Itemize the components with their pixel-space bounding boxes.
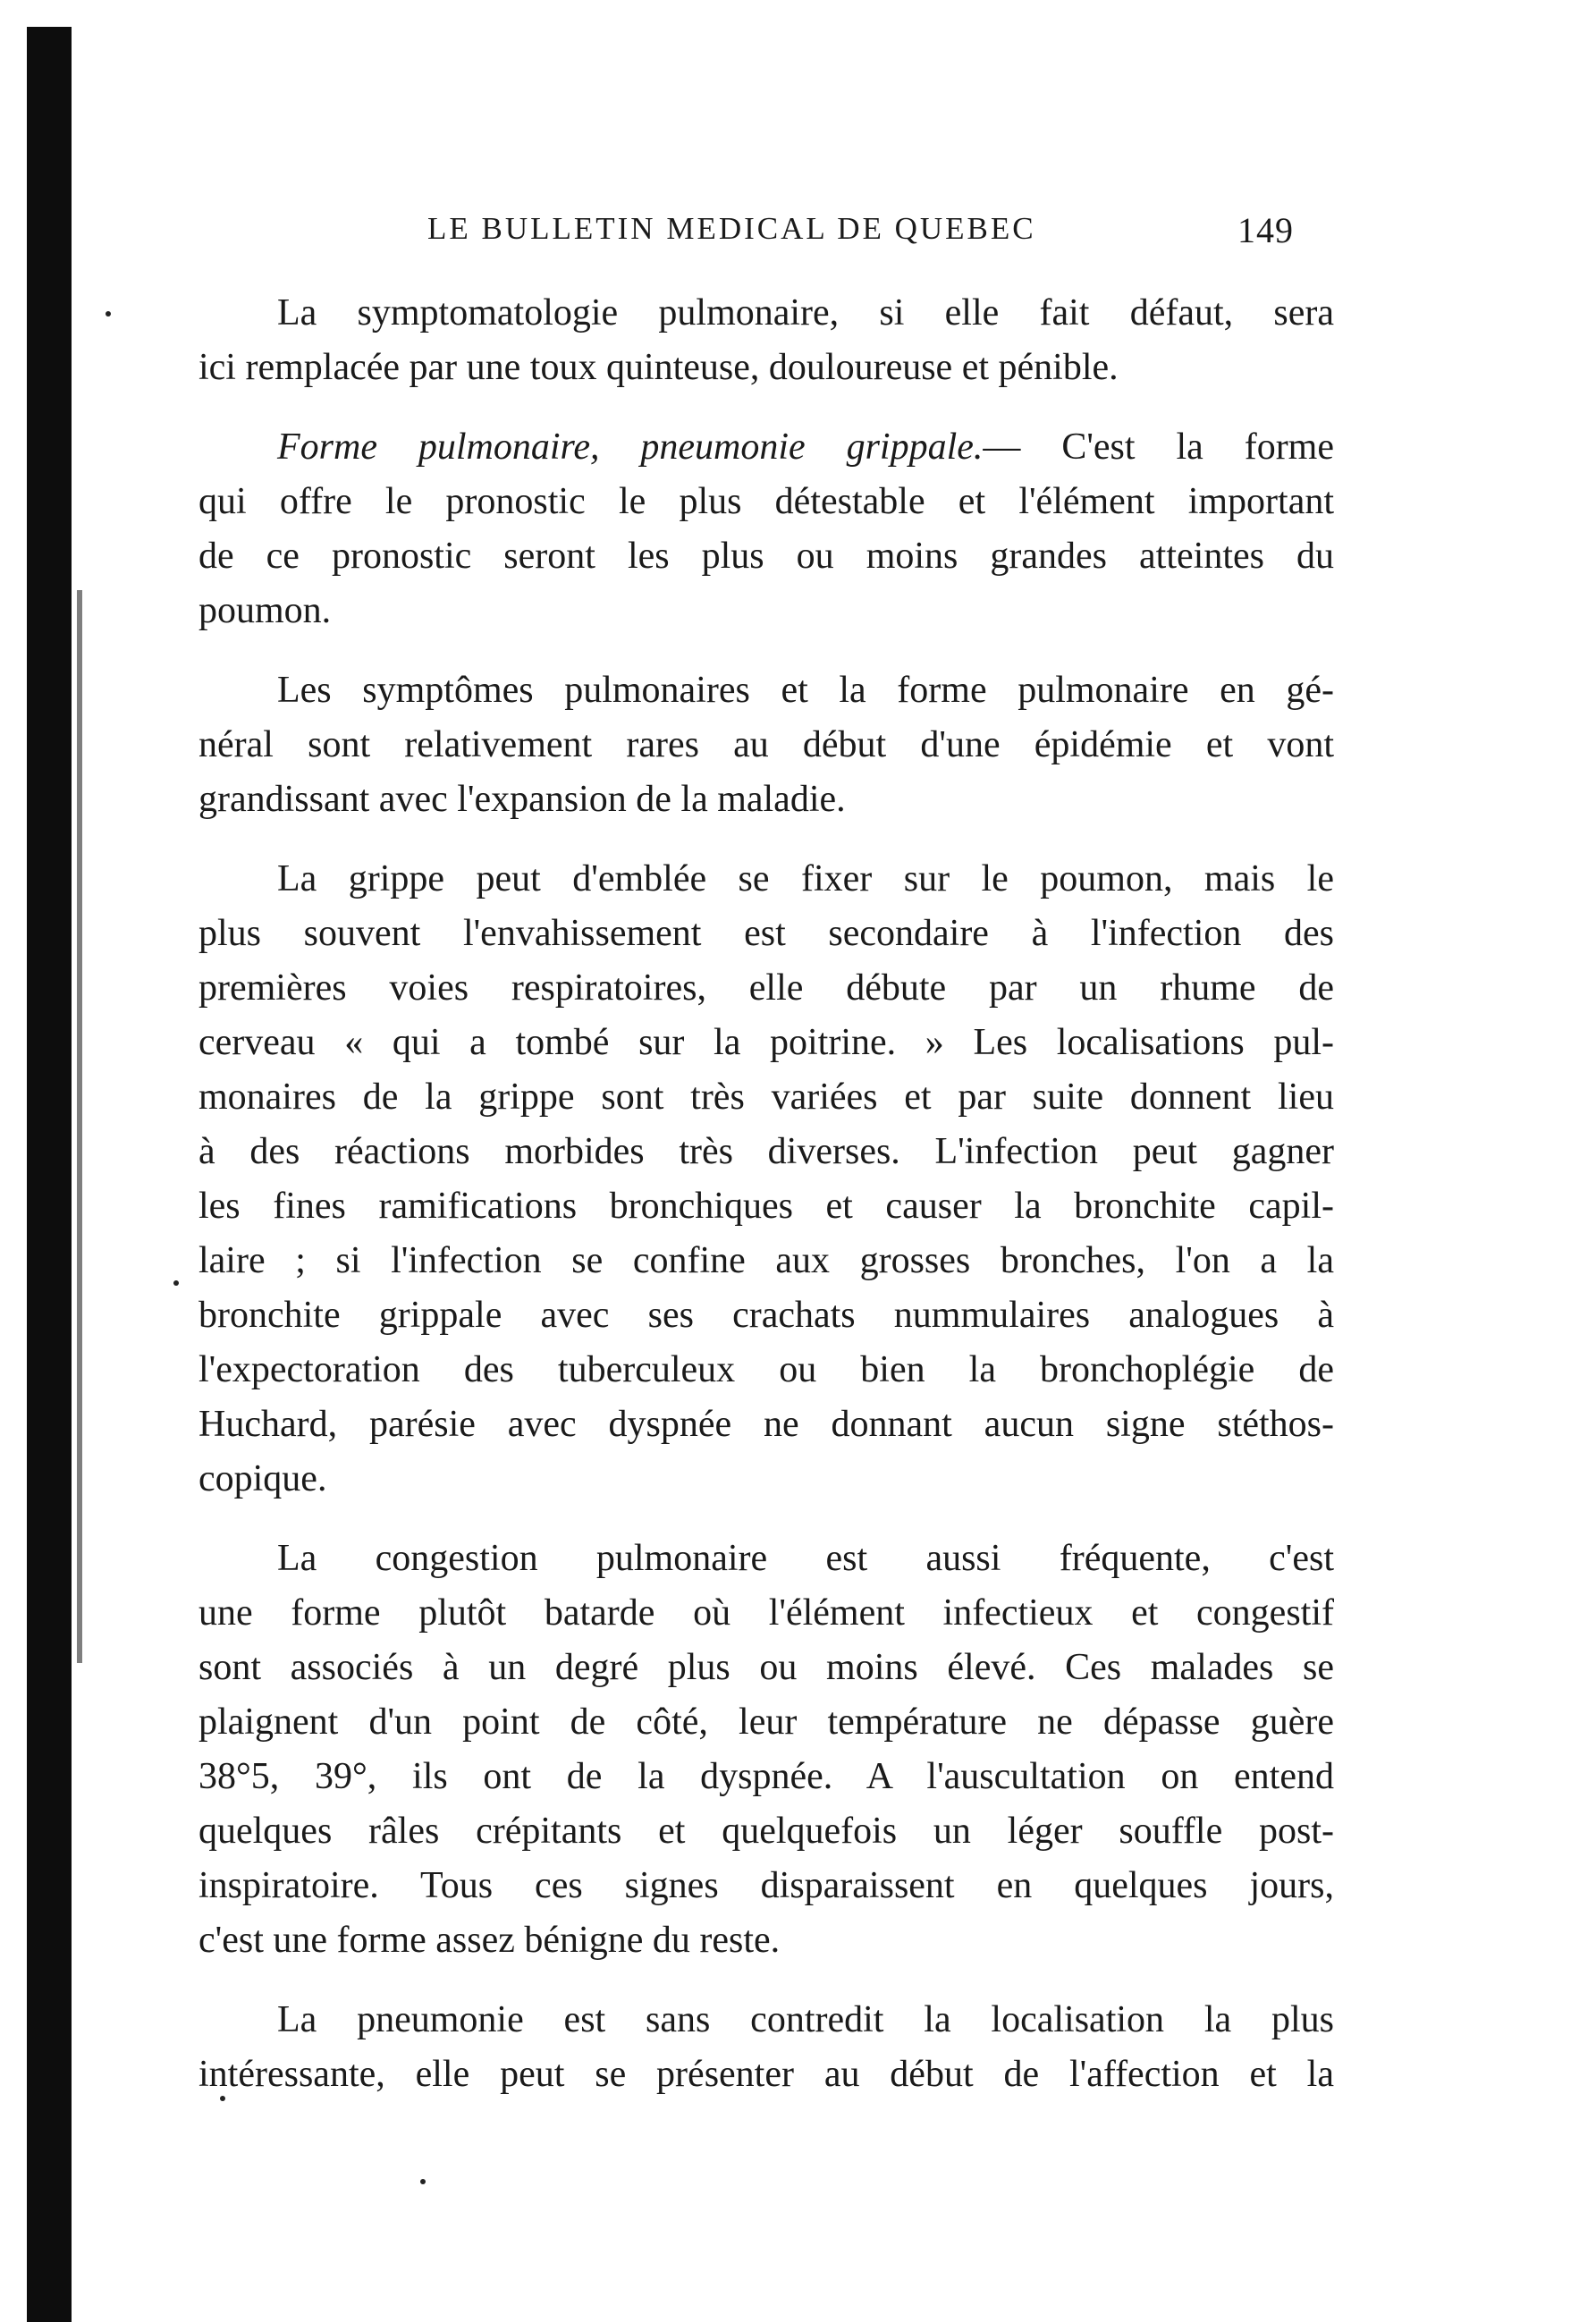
paragraph-3 (198, 663, 1334, 827)
text-line: plus souvent l'envahissement est secondaire à l'infection des (198, 913, 1334, 954)
text-line: quelques râles crépitants et quelquefois un léger souffle post- (198, 1811, 1334, 1852)
paragraph-5 (198, 1532, 1334, 1968)
page-binding-shadow (27, 27, 72, 2322)
text-line: une forme plutôt batarde où l'élément infectieux et congestif (198, 1592, 1334, 1634)
text-line: laire ; si l'infection se confine aux grosses bronches, l'on a la (198, 1240, 1334, 1281)
text-fragment: — C'est la forme (983, 426, 1334, 468)
text-line (198, 420, 1334, 475)
body-text (198, 286, 1334, 2127)
text-line: cerveau « qui a tombé sur la poitrine. » Les localisations pul- (198, 1022, 1334, 1063)
ink-speck (420, 2179, 426, 2184)
text-line: 38°5, 39°, ils ont de la dyspnée. A l'auscultation on entend (198, 1756, 1334, 1797)
paragraph-4 (198, 852, 1334, 1507)
text-line: Huchard, parésie avec dyspnée ne donnant aucun signe stéthos- (198, 1404, 1334, 1445)
page-binding-line (77, 590, 82, 1663)
page-header (427, 211, 1313, 256)
text-line: poumon. (198, 590, 332, 631)
ink-speck (106, 311, 111, 317)
text-line: inspiratoire. Tous ces signes disparaissent en quelques jours, (198, 1865, 1334, 1906)
paragraph-6 (198, 1993, 1334, 2102)
text-line: sont associés à un degré plus ou moins élevé. Ces malades se (198, 1647, 1334, 1688)
text-line: les fines ramifications bronchiques et causer la bronchite capil- (198, 1186, 1334, 1227)
text-line: qui offre le pronostic le plus détestable et l'élément important (198, 481, 1334, 522)
text-line: l'expectoration des tuberculeux ou bien la bronchoplégie de (198, 1349, 1334, 1390)
text-line: intéressante, elle peut se présenter au début de l'affection et la (198, 2054, 1334, 2095)
text-line: La congestion pulmonaire est aussi fréquente, c'est (277, 1538, 1334, 1579)
ink-speck (173, 1280, 179, 1286)
text-line: ici remplacée par une toux quinteuse, douloureuse et pénible. (198, 347, 1119, 388)
text-line: La symptomatologie pulmonaire, si elle fait défaut, sera (277, 292, 1334, 334)
text-line: copique. (198, 1458, 327, 1499)
text-line: à des réactions morbides très diverses. L'infection peut gagner (198, 1131, 1334, 1172)
text-line: plaignent d'un point de côté, leur température ne dépasse guère (198, 1701, 1334, 1743)
text-line: de ce pronostic seront les plus ou moins grandes atteintes du (198, 536, 1334, 577)
page-number: 149 (1237, 210, 1294, 250)
paragraph-1 (198, 286, 1334, 395)
text-line: monaires de la grippe sont très variées et par suite donnent lieu (198, 1077, 1334, 1118)
text-line: grandissant avec l'expansion de la maladie. (198, 779, 846, 820)
paragraph-2 (198, 420, 1334, 638)
text-line: premières voies respiratoires, elle débute par un rhume de (198, 967, 1334, 1009)
text-line: c'est une forme assez bénigne du reste. (198, 1920, 781, 1961)
ink-speck (220, 2096, 225, 2101)
text-line: néral sont relativement rares au début d'une épidémie et vont (198, 724, 1334, 765)
section-title: Forme pulmonaire, pneumonie grippale. (277, 426, 984, 468)
text-line: La grippe peut d'emblée se fixer sur le poumon, mais le (277, 858, 1334, 899)
running-head: LE BULLETIN MEDICAL DE QUEBEC (427, 211, 1036, 246)
text-line: bronchite grippale avec ses crachats nummulaires analogues à (198, 1295, 1334, 1336)
text-line: La pneumonie est sans contredit la localisation la plus (277, 1999, 1334, 2040)
text-line: Les symptômes pulmonaires et la forme pulmonaire en gé- (277, 670, 1334, 711)
